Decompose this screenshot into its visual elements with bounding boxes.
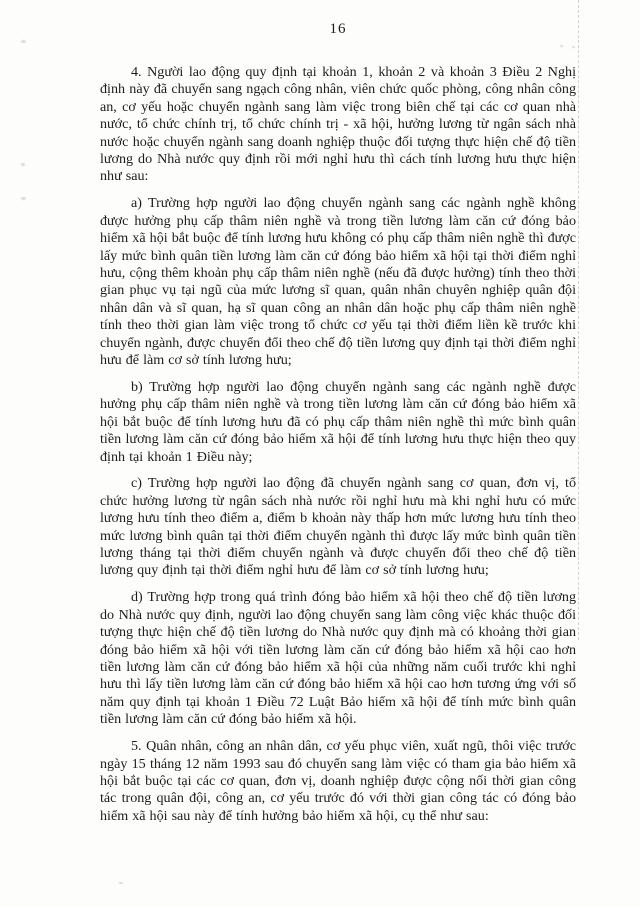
scan-artifact-dot bbox=[21, 40, 26, 43]
page-body bbox=[100, 64, 576, 835]
paragraph-clause-4: 4. Người lao động quy định tại khoản 1, khoản 2 và khoản 3 Điều 2 Nghị định này đã chuyển sang ngạch công nhân, viên chức quốc phòng, công nhân công an, cơ yếu hoặc chuyển ngành sang làm việc trong biên chế tại các cơ quan nhà nước, tổ chức chính trị, tổ chức chính trị - xã hội, hưởng lương từ ngân sách nhà nước hoặc chuyển ngành sang doanh nghiệp thuộc đối tượng thực hiện chế độ tiền lương do Nhà nước quy định rồi mới nghỉ hưu thì cách tính lương hưu thực hiện như sau: bbox=[100, 64, 576, 185]
paragraph-point-d: d) Trường hợp trong quá trình đóng bảo hiểm xã hội theo chế độ tiền lương do Nhà nước quy định, người lao động chuyển sang làm công việc khác thuộc đối tượng thực hiện chế độ tiền lương do Nhà nước quy định mà có khoảng thời gian đóng bảo hiểm xã hội với tiền lương làm căn cứ đóng bảo hiểm xã hội cao hơn tiền lương làm căn cứ đóng bảo hiểm xã hội của những năm cuối trước khi nghỉ hưu thì lấy tiền lương làm căn cứ đóng bảo hiểm xã hội cao hơn tương ứng với số năm quy định tại khoản 1 Điều 72 Luật Bảo hiểm xã hội để tính mức bình quân tiền lương làm căn cứ đóng bảo hiểm xã hội. bbox=[100, 589, 576, 728]
paragraph-point-a: a) Trường hợp người lao động chuyển ngành sang các ngành nghề không được hưởng phụ cấp thâm niên nghề và trong tiền lương làm căn cứ đóng bảo hiểm xã hội bắt buộc để tính lương hưu không có phụ cấp thâm niên nghề thì được lấy mức bình quân tiền lương làm căn cứ đóng bảo hiểm xã hội tại thời điểm nghỉ hưu, cộng thêm khoản phụ cấp thâm niên nghề (nếu đã được hưởng) tính theo thời gian phục vụ tại ngũ của mức lương sĩ quan, quân nhân chuyên nghiệp quân đội nhân dân và sĩ quan, hạ sĩ quan công an nhân dân hoặc phụ cấp thâm niên nghề tính theo thời gian làm việc trong tổ chức cơ yếu tại thời điểm liền kề trước khi chuyển ngành, được chuyển đổi theo chế độ tiền lương quy định tại thời điểm nghỉ hưu để làm cơ sở tính lương hưu; bbox=[100, 195, 576, 368]
scan-artifact-dot bbox=[119, 882, 123, 884]
scan-artifact-dot bbox=[21, 197, 26, 200]
scan-artifact-dot bbox=[560, 45, 563, 47]
paragraph-point-b: b) Trường hợp người lao động chuyển ngành sang các ngành nghề được hưởng phụ cấp thâm niên nghề và trong tiền lương làm căn cứ đóng bảo hiểm xã hội bắt buộc để tính lương hưu đã có phụ cấp thâm niên nghề thì mức bình quân tiền lương làm căn cứ đóng bảo hiểm xã hội để tính lương hưu thực hiện theo quy định tại khoản 1 Điều này; bbox=[100, 378, 576, 465]
scan-artifact-dot bbox=[21, 163, 25, 166]
paragraph-point-c: c) Trường hợp người lao động đã chuyển ngành sang cơ quan, đơn vị, tổ chức hưởng lương từ ngân sách nhà nước rồi nghỉ hưu mà khi nghỉ hưu có mức lương hưu tính theo điểm a, điểm b khoản này thấp hơn mức lương hưu tính theo mức lương bình quân tại thời điểm chuyển ngành thì được lấy mức bình quân tiền lương tháng tại thời điểm chuyển ngành và được chuyển đổi theo chế độ tiền lương quy định tại thời điểm nghỉ hưu để làm cơ sở tính lương hưu; bbox=[100, 475, 576, 579]
scan-artifact-dot bbox=[572, 46, 575, 48]
paragraph-clause-5: 5. Quân nhân, công an nhân dân, cơ yếu phục viên, xuất ngũ, thôi việc trước ngày 15 tháng 12 năm 1993 sau đó chuyển sang làm việc có tham gia bảo hiểm xã hội bắt buộc tại các cơ quan, đơn vị, doanh nghiệp được cộng nối thời gian công tác trong quân đội, công an, cơ yếu trước đó với thời gian công tác có đóng bảo hiểm xã hội sau này để tính hưởng bảo hiểm xã hội, cụ thể như sau: bbox=[100, 738, 576, 824]
page-number: 16 bbox=[329, 21, 347, 37]
scan-artifact-line bbox=[578, 0, 579, 640]
